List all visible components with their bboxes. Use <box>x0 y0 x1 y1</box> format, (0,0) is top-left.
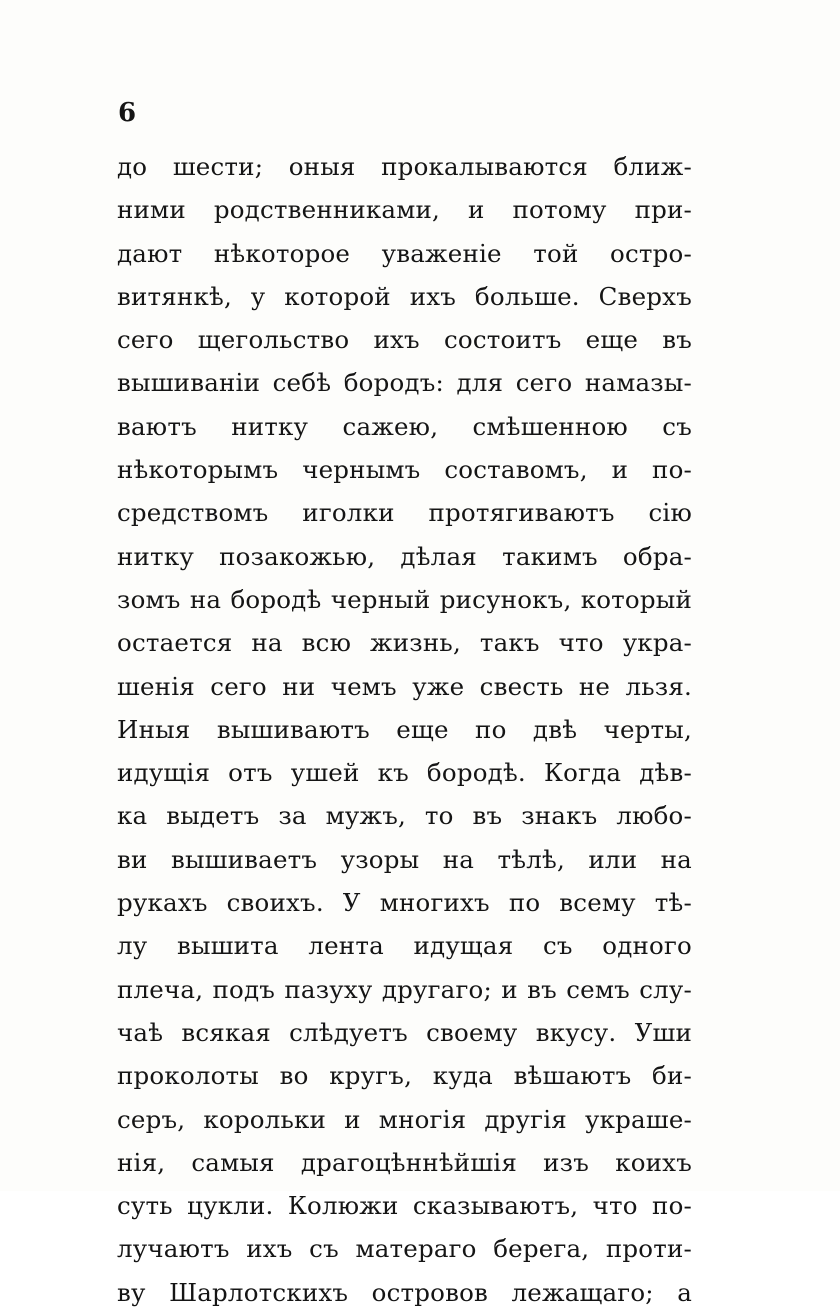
text-line: вышиваніи себѣ бородъ: для сего намазы- <box>117 368 692 398</box>
text-line: дают нѣкоторое уваженіе той остро- <box>117 238 692 268</box>
text-line: шенія сего ни чемъ уже свесть не льзя. <box>117 671 692 701</box>
text-line: до шести; оныя прокалываются ближ- <box>117 152 692 181</box>
body-text <box>117 145 692 1314</box>
text-line: проколоты во кругъ, куда вѣшаютъ би- <box>117 1061 692 1091</box>
text-line: серъ, корольки и многія другія украше- <box>117 1104 692 1134</box>
text-line: Иныя вышиваютъ еще по двѣ черты, <box>117 714 692 744</box>
text-line: рукахъ своихъ. У многихъ по всему тѣ- <box>117 888 692 918</box>
text-line: ву Шарлотскихъ островов лежащаго; а <box>117 1277 692 1307</box>
page-number: 6 <box>118 98 137 128</box>
text-line: ка выдетъ за мужъ, то въ знакъ любо- <box>117 801 692 831</box>
text-line: ваютъ нитку сажею, смѣшенною съ <box>117 411 692 441</box>
text-line: идущія отъ ушей къ бородѣ. Когда дѣв- <box>117 758 692 788</box>
text-line: средствомъ иголки протягиваютъ сію <box>117 498 692 528</box>
text-line: плеча, подъ пазуху другаго; и въ семъ слу- <box>117 974 692 1004</box>
text-line: нѣкоторымъ чернымъ составомъ, и по- <box>117 455 692 485</box>
text-line: ними родственниками, и потому при- <box>117 195 692 225</box>
text-line: зомъ на бородѣ черный рисунокъ, который <box>117 584 692 614</box>
text-line: витянкѣ, у которой ихъ больше. Сверхъ <box>117 281 692 311</box>
text-line: нія, самыя драгоцѣннѣйшія изъ коихъ <box>117 1147 692 1177</box>
text-line: сего щегольство ихъ состоитъ еще въ <box>117 325 692 355</box>
text-line: лучаютъ ихъ съ матераго берега, проти- <box>117 1234 692 1264</box>
text-line: суть цукли. Колюжи сказываютъ, что по- <box>117 1191 692 1221</box>
text-line: чаѣ всякая слѣдуетъ своему вкусу. Уши <box>117 1017 692 1047</box>
text-line: лу вышита лента идущая съ одного <box>117 931 692 961</box>
text-line: ви вышиваетъ узоры на тѣлѣ, или на <box>117 844 692 874</box>
text-line: остается на всю жизнь, такъ что укра- <box>117 628 692 658</box>
text-line: нитку позакожью, дѣлая такимъ обра- <box>117 541 692 571</box>
